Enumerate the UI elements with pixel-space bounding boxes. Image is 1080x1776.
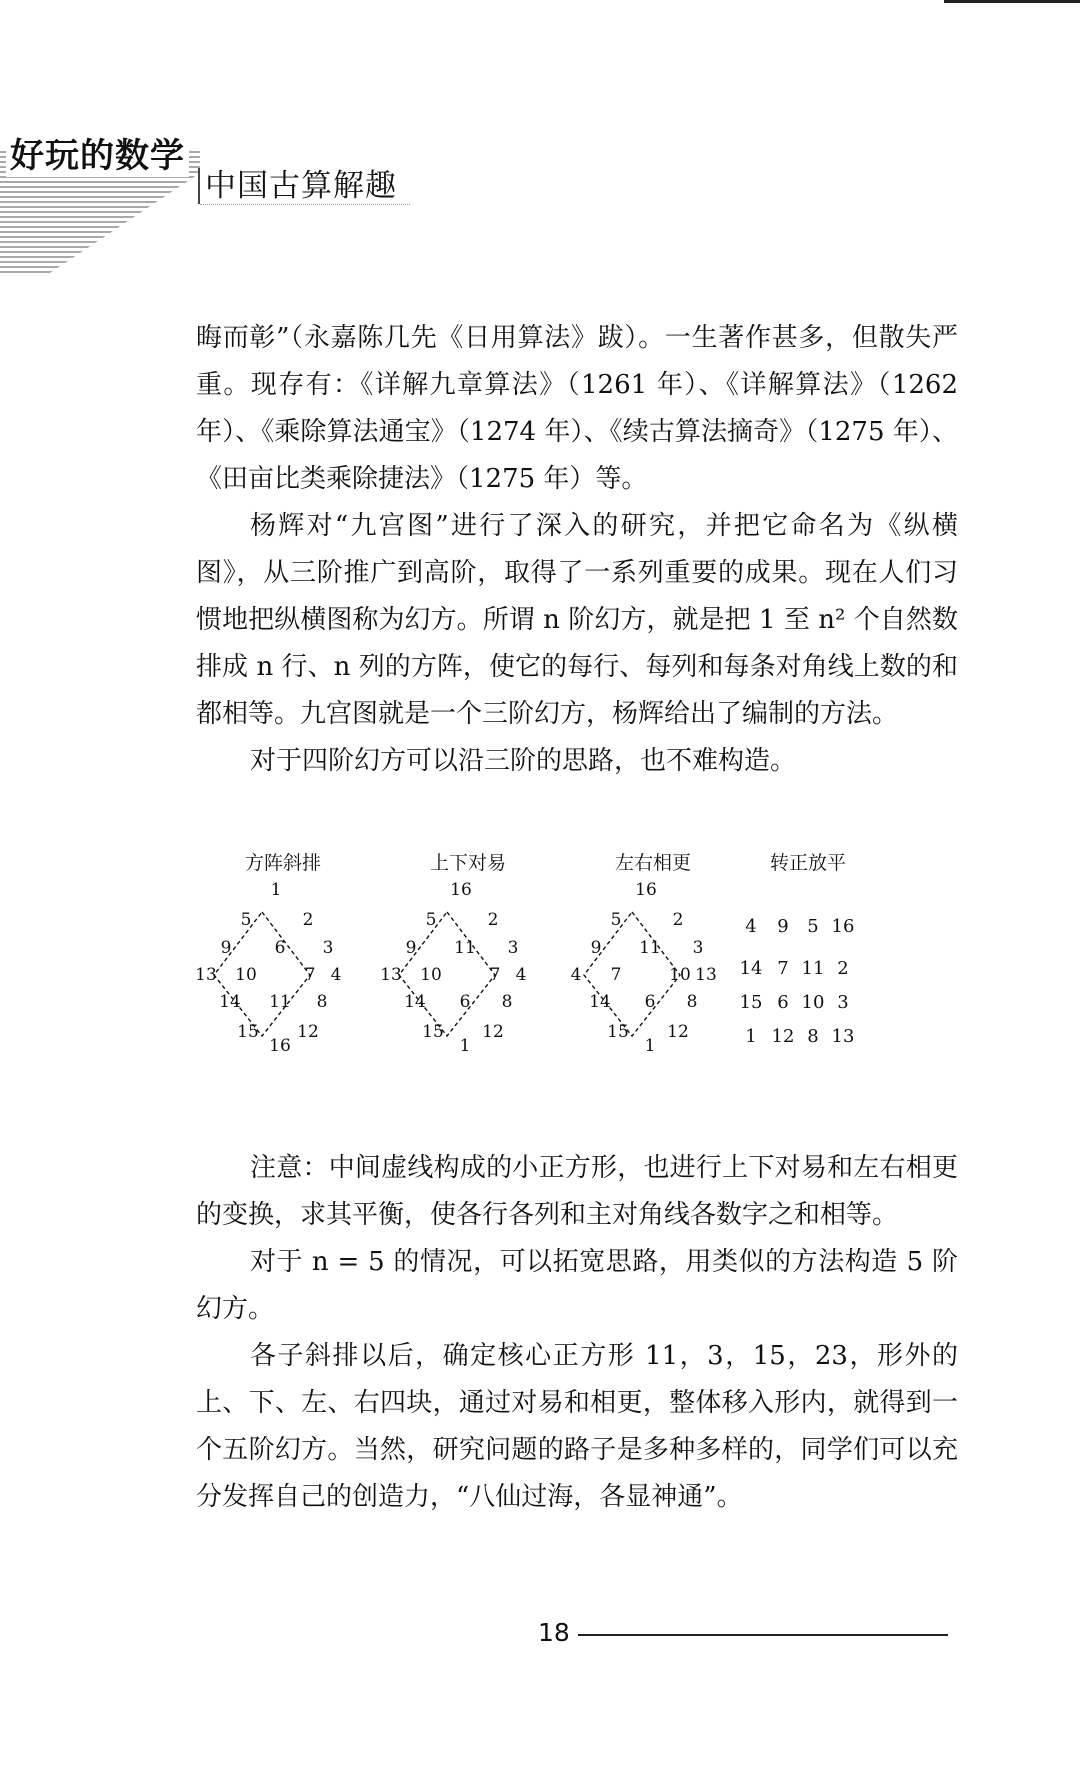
body-text bbox=[196, 315, 958, 785]
diagram-number: 12 bbox=[482, 1022, 504, 1042]
diagram-number: 2 bbox=[302, 910, 314, 930]
diagram-number: 16 bbox=[269, 1036, 291, 1056]
paragraph-1: 晦而彰”（永嘉陈几先《日用算法》跋）。一生著作甚多，但散失严重。现存有：《详解九章算法》（1261 年）、《详解算法》（1262 年）、《乘除算法通宝》（1274 年）、《续古算法摘奇》（1275 年）、《田亩比类乘除捷法》（1275 年）等。 bbox=[196, 323, 958, 494]
top-edge-rule bbox=[944, 0, 1080, 3]
paragraph-5: 对于 n = 5 的情况，可以拓宽思路，用类似的方法构造 5 阶幻方。 bbox=[196, 1247, 958, 1324]
diagram-number: 10 bbox=[235, 965, 257, 985]
result-cell: 7 bbox=[777, 958, 789, 979]
result-cell: 12 bbox=[771, 1026, 795, 1047]
diagram-number: 11 bbox=[639, 938, 661, 958]
diagram-number: 15 bbox=[607, 1022, 629, 1042]
result-cell: 1 bbox=[745, 1026, 757, 1047]
diagram-horizontal-swap bbox=[558, 848, 748, 1088]
result-cell: 11 bbox=[801, 958, 825, 979]
paragraph-4: 注意：中间虚线构成的小正方形，也进行上下对易和左右相更的变换，求其平衡，使各行各列和主对角线各数字之和相等。 bbox=[196, 1153, 958, 1230]
diagram-number: 16 bbox=[635, 880, 657, 900]
magic-square-diagrams bbox=[188, 848, 968, 1088]
result-cell: 9 bbox=[777, 916, 789, 937]
diagram-number: 5 bbox=[240, 910, 252, 930]
diagram-number: 6 bbox=[274, 938, 286, 958]
diagram-number: 5 bbox=[610, 910, 622, 930]
diagram-number: 3 bbox=[692, 938, 704, 958]
diagram-number: 9 bbox=[590, 938, 602, 958]
result-cell: 13 bbox=[831, 1026, 855, 1047]
diagram-diagonal-arrangement bbox=[188, 848, 378, 1088]
result-cell: 4 bbox=[745, 916, 757, 937]
result-label: 转正放平 bbox=[769, 852, 846, 874]
diagram-number: 14 bbox=[404, 992, 426, 1012]
body-text-lower bbox=[196, 1145, 958, 1521]
paragraph-2: 杨辉对“九宫图”进行了深入的研究，并把它命名为《纵横图》，从三阶推广到高阶，取得了一系列重要的成果。现在人们习惯地把纵横图称为幻方。所谓 n 阶幻方，就是把 1 至 n² 个自然数排成 n 行、n 列的方阵，使它的每行、每列和每条对角线上数的和都相等。九宫图就是一个三阶幻方，杨辉给出了编制的方法。 bbox=[196, 511, 958, 729]
page-number: 18 bbox=[538, 1618, 570, 1647]
diagram-number: 9 bbox=[220, 938, 232, 958]
diagram-number: 15 bbox=[237, 1022, 259, 1042]
footer-rule bbox=[578, 1634, 948, 1636]
diagram-number: 4 bbox=[330, 965, 342, 985]
book-title: 中国古算解趣 bbox=[205, 168, 397, 204]
diagram-number: 9 bbox=[405, 938, 417, 958]
diagram-number: 13 bbox=[195, 965, 217, 985]
result-cell: 10 bbox=[801, 992, 825, 1013]
diagram-number: 2 bbox=[672, 910, 684, 930]
diagram-number: 15 bbox=[422, 1022, 444, 1042]
diagram-label: 方阵斜排 bbox=[244, 852, 321, 874]
result-cell: 6 bbox=[777, 992, 789, 1013]
diagram-number: 1 bbox=[459, 1036, 471, 1056]
diagram-number: 11 bbox=[269, 992, 291, 1012]
diagram-number: 2 bbox=[487, 910, 499, 930]
result-cell: 2 bbox=[837, 958, 849, 979]
diagram-number: 4 bbox=[515, 965, 527, 985]
diagram-number: 12 bbox=[667, 1022, 689, 1042]
diagram-number: 13 bbox=[380, 965, 402, 985]
diagram-number: 16 bbox=[450, 880, 472, 900]
paragraph-6: 各子斜排以后，确定核心正方形 11，3，15，23，形外的上、下、左、右四块，通过对易和相更，整体移入形内，就得到一个五阶幻方。当然，研究问题的路子是多种多样的，同学们可以充分发挥自己的创造力，“八仙过海，各显神通”。 bbox=[196, 1341, 958, 1512]
diagram-number: 1 bbox=[270, 880, 282, 900]
result-cell: 16 bbox=[831, 916, 855, 937]
diagram-number: 10 bbox=[669, 965, 691, 985]
series-title: 好玩的数学 bbox=[6, 128, 189, 177]
diagram-number: 7 bbox=[489, 965, 501, 985]
diagram-number: 7 bbox=[610, 965, 622, 985]
diagram-number: 14 bbox=[589, 992, 611, 1012]
diagram-number: 11 bbox=[454, 938, 476, 958]
diagram-vertical-swap bbox=[373, 848, 563, 1088]
diagram-number: 5 bbox=[425, 910, 437, 930]
diagram-label: 左右相更 bbox=[614, 852, 691, 874]
diagram-number: 1 bbox=[644, 1036, 656, 1056]
diagram-number: 7 bbox=[304, 965, 316, 985]
diagram-number: 13 bbox=[695, 965, 717, 985]
result-cell: 15 bbox=[739, 992, 763, 1013]
diagram-number: 8 bbox=[316, 992, 328, 1012]
result-cell: 3 bbox=[837, 992, 849, 1013]
paragraph-3: 对于四阶幻方可以沿三阶的思路，也不难构造。 bbox=[250, 746, 797, 776]
title-underline bbox=[200, 204, 410, 206]
diagram-number: 3 bbox=[507, 938, 519, 958]
diagram-number: 3 bbox=[322, 938, 334, 958]
diagram-label: 上下对易 bbox=[429, 852, 506, 874]
diagram-number: 10 bbox=[420, 965, 442, 985]
diagram-number: 8 bbox=[686, 992, 698, 1012]
diagram-number: 6 bbox=[459, 992, 471, 1012]
diagram-number: 6 bbox=[644, 992, 656, 1012]
title-divider bbox=[198, 168, 200, 204]
diagram-number: 14 bbox=[219, 992, 241, 1012]
result-cell: 8 bbox=[807, 1026, 819, 1047]
diagram-number: 4 bbox=[570, 965, 582, 985]
result-cell: 5 bbox=[807, 916, 819, 937]
result-cell: 14 bbox=[739, 958, 763, 979]
diagram-number: 8 bbox=[501, 992, 513, 1012]
diagram-number: 12 bbox=[297, 1022, 319, 1042]
